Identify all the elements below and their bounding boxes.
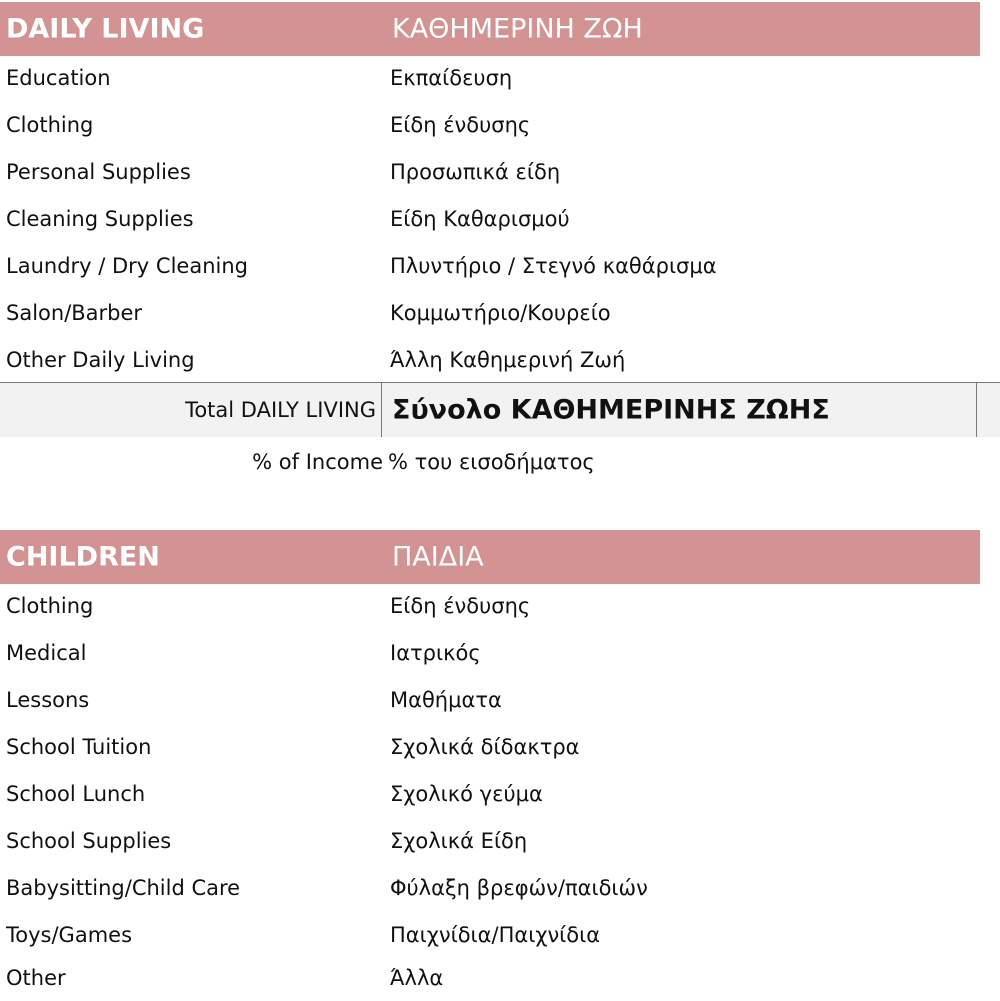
children-header-en: CHILDREN [6, 541, 160, 573]
children-row-lessons[interactable] [0, 676, 980, 723]
row-label-en: Cleaning Supplies [6, 206, 194, 231]
daily-living-header-gr: ΚΑΘΗΜΕΡΙΝΗ ΖΩΗ [392, 13, 643, 45]
children-row-school-lunch[interactable] [0, 770, 980, 817]
children-row-babysitting[interactable] [0, 864, 980, 911]
daily-living-row-personal-supplies[interactable] [0, 148, 980, 195]
row-label-en: Clothing [6, 593, 94, 618]
row-label-gr: Κομμωτήριο/Κουρείο [390, 300, 611, 325]
daily-living-header[interactable] [0, 2, 980, 56]
row-label-gr: Φύλαξη βρεφών/παιδιών [390, 875, 648, 900]
row-label-en: Medical [6, 640, 87, 665]
daily-living-row-laundry[interactable] [0, 242, 980, 289]
daily-living-row-salon[interactable] [0, 289, 980, 336]
row-label-en: Other Daily Living [6, 347, 195, 372]
row-label-en: Laundry / Dry Cleaning [6, 253, 248, 278]
row-label-en: Education [6, 65, 111, 90]
daily-living-row-cleaning-supplies[interactable] [0, 195, 980, 242]
children-row-school-supplies[interactable] [0, 817, 980, 864]
row-label-gr: Σχολικά Είδη [390, 828, 528, 853]
daily-living-row-education[interactable] [0, 54, 980, 101]
row-label-gr: Είδη Καθαρισμού [390, 206, 570, 231]
row-label-en: School Lunch [6, 781, 146, 806]
children-header-gr: ΠΑΙΔΙΑ [392, 541, 484, 573]
children-row-medical[interactable] [0, 629, 980, 676]
row-label-en: School Tuition [6, 734, 152, 759]
total-label-gr: Σύνολο ΚΑΘΗΜΕΡΙΝΗΣ ΖΩΗΣ [392, 394, 830, 426]
children-row-toys-games[interactable] [0, 911, 980, 958]
row-label-en: Personal Supplies [6, 159, 191, 184]
children-row-clothing[interactable] [0, 582, 980, 629]
row-label-en: Babysitting/Child Care [6, 875, 241, 900]
row-label-gr: Μαθήματα [390, 687, 502, 712]
total-cell-gr[interactable] [381, 382, 977, 437]
row-label-en: School Supplies [6, 828, 172, 853]
children-header[interactable] [0, 530, 980, 584]
row-label-gr: Άλλα [390, 965, 444, 990]
row-label-gr: Ιατρικός [390, 640, 481, 665]
row-label-en: Lessons [6, 687, 90, 712]
row-label-en: Other [6, 965, 66, 990]
percent-label-gr: % του εισοδήματος [388, 450, 595, 474]
daily-living-row-other[interactable] [0, 336, 980, 383]
daily-living-header-en: DAILY LIVING [6, 13, 205, 45]
row-label-gr: Πλυντήριο / Στεγνό καθάρισμα [390, 253, 717, 278]
total-label-en: Total DAILY LIVING [185, 398, 376, 422]
row-label-en: Salon/Barber [6, 300, 143, 325]
row-label-gr: Σχολικά δίδακτρα [390, 734, 580, 759]
children-row-other[interactable] [0, 954, 980, 1001]
row-label-gr: Προσωπικά είδη [390, 159, 561, 184]
percent-label-en: % of Income [252, 450, 383, 474]
children-row-school-tuition[interactable] [0, 723, 980, 770]
row-label-gr: Είδη ένδυσης [390, 593, 531, 618]
row-label-gr: Σχολικό γεύμα [390, 781, 543, 806]
row-label-gr: Εκπαίδευση [390, 65, 513, 90]
row-label-gr: Παιχνίδια/Παιχνίδια [390, 922, 601, 947]
row-label-en: Clothing [6, 112, 94, 137]
row-label-gr: Είδη ένδυσης [390, 112, 531, 137]
daily-living-row-clothing[interactable] [0, 101, 980, 148]
daily-living-total-row[interactable] [0, 382, 1000, 437]
row-label-en: Toys/Games [6, 922, 133, 947]
row-label-gr: Άλλη Καθημερινή Ζωή [390, 347, 626, 372]
daily-living-percent-row[interactable] [0, 437, 1000, 487]
